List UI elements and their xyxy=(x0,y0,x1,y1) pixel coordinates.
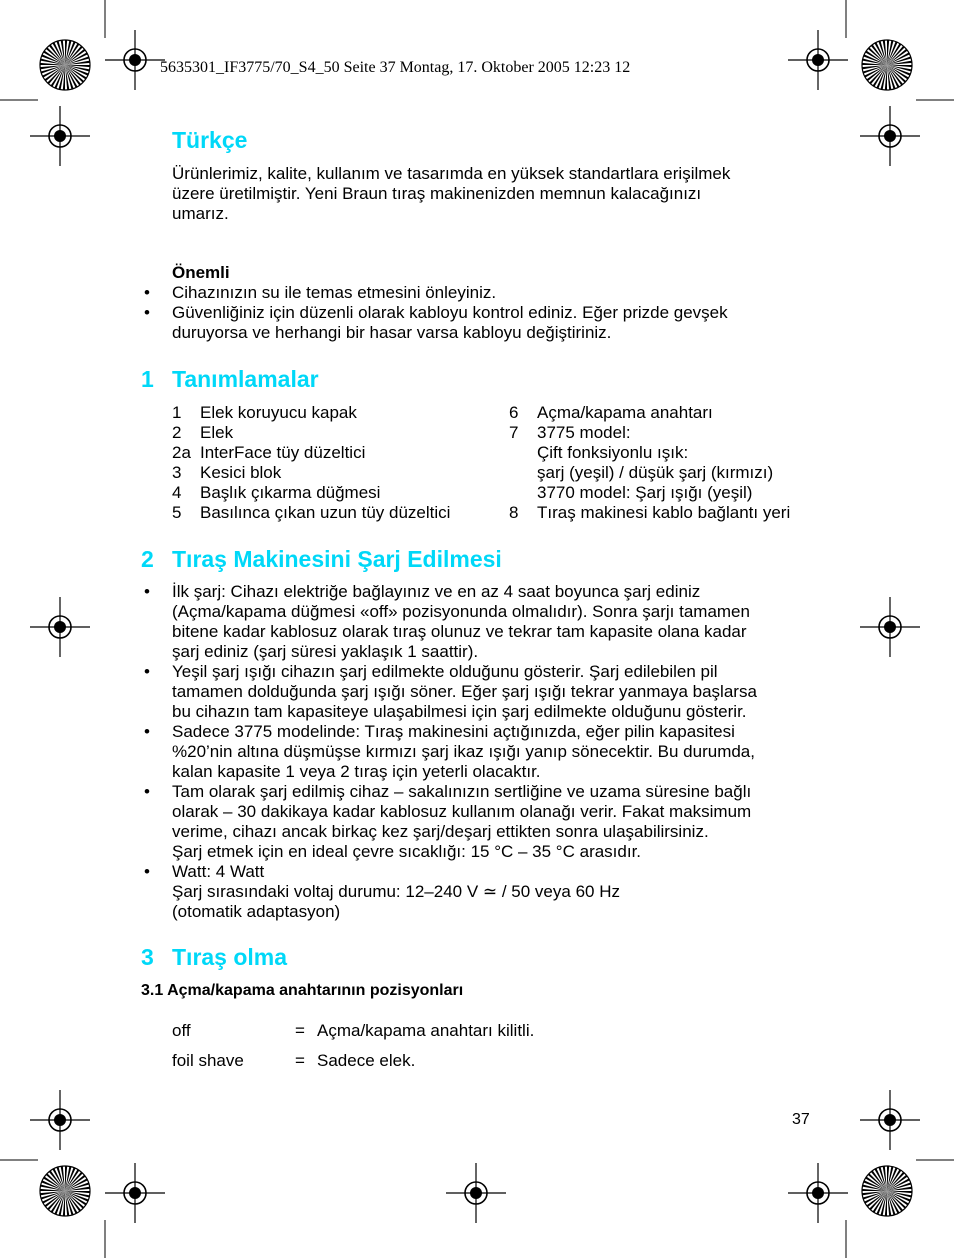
registration-mark-icon xyxy=(30,597,90,657)
registration-mark-icon xyxy=(860,1090,920,1150)
registration-mark-icon xyxy=(788,30,848,90)
registration-mark-icon xyxy=(105,30,165,90)
bullet-item: • Watt: 4 Watt Şarj sırasındaki voltaj durumu: 12–240 V ≃ / 50 veya 60 Hz (otomatik adaptasyon) xyxy=(172,862,822,922)
bullet-item: • Yeşil şarj ışığı cihazın şarj edilmekte olduğunu gösterir. Şarj edilebilen pil tamamen dolduğunda şarj ışığı söner. Eğer şarj ışığı tekrar yanmaya başlarsa bu cihazın tam kapasiteye ulaşabilmesi için şarj edilmekte olduğunu gösterir. xyxy=(172,662,822,722)
section-3-heading xyxy=(141,944,288,971)
section-title: Tanımlamalar xyxy=(172,366,319,392)
print-slug: 5635301_IF3775/70_S4_50 Seite 37 Montag, 17. Oktober 2005 12:23 12 xyxy=(160,59,631,76)
page-number: 37 xyxy=(792,1111,810,1128)
section-number: 2 xyxy=(141,546,154,572)
starburst-icon xyxy=(862,40,912,90)
list-item: 3770 model: Şarj ışığı (yeşil) xyxy=(537,483,753,502)
language-title: Türkçe xyxy=(172,127,248,153)
intro-line: umarız. xyxy=(172,204,229,223)
starburst-icon xyxy=(862,1166,912,1216)
section-1-heading xyxy=(141,366,319,393)
registration-mark-icon xyxy=(446,1163,506,1223)
starburst-icon xyxy=(40,40,90,90)
list-item: 3 Kesici blok xyxy=(172,463,282,482)
charging-list xyxy=(172,582,822,922)
parts-list-right xyxy=(509,403,829,523)
bullet-item: • Sadece 3775 modelinde: Tıraş makinesini açtığınızda, eğer pilin kapasitesi %20’nin altına düşmüşse kırmızı şarj ikaz ışığı yanıp sönecektir. Bu durumda, kalan kapasite 1 veya 2 tıraş için yeterli olacaktır. xyxy=(172,722,822,782)
list-item: Çift fonksiyonlu ışık: xyxy=(537,443,689,462)
registration-mark-icon xyxy=(860,597,920,657)
registration-mark-icon xyxy=(788,1163,848,1223)
bullet-item: • Güvenliğiniz için düzenli olarak kabloyu kontrol ediniz. Eğer prizde gevşek duruyorsa ve herhangi bir hasar varsa kabloyu değiştiriniz. xyxy=(172,303,822,343)
bullet-item: • Tam olarak şarj edilmiş cihaz – sakalınızın sertliğine ve uzama süresine bağlı olarak – 30 dakikaya kadar kablosuz kullanım olanağı verir. Fakat maksimum verime, cihazı ancak birkaç kez şarj/deşarj ettikten sonra ulaşabilirsiniz. Şarj etmek için en ideal çevre sıcaklığı: 15 °C – 35 °C arasıdır. xyxy=(172,782,822,862)
important-label: Önemli xyxy=(172,263,230,282)
list-item: 6 Açma/kapama anahtarı xyxy=(509,403,713,422)
list-item: şarj (yeşil) / düşük şarj (kırmızı) xyxy=(537,463,774,482)
intro-line: Ürünlerimiz, kalite, kullanım ve tasarımda en yüksek standartlara erişilmek xyxy=(172,164,731,183)
registration-mark-icon xyxy=(30,1090,90,1150)
registration-mark-icon xyxy=(30,106,90,166)
list-item: 8 Tıraş makinesi kablo bağlantı yeri xyxy=(509,503,791,522)
list-item: 2 Elek xyxy=(172,423,234,442)
section-2-heading xyxy=(141,546,502,573)
list-item: 2a InterFace tüy düzeltici xyxy=(172,443,366,462)
section-title: Tıraş olma xyxy=(172,944,288,970)
section-title: Tıraş Makinesini Şarj Edilmesi xyxy=(172,546,502,572)
list-item: 5 Basılınca çıkan uzun tüy düzeltici xyxy=(172,503,451,522)
bullet-item: • İlk şarj: Cihazı elektriğe bağlayınız ve en az 4 saat boyunca şarj ediniz (Açma/kapama düğmesi «off» pozisyonunda olmalıdır). Sonra şarjı tamamen bitene kadar kablosuz olarak tıraş olunuz ve tekrar tam kapasite olana kadar şarj ediniz (şarj süresi yaklaşık 1 saattir). xyxy=(172,582,822,662)
subsection-heading: 3.1 Açma/kapama anahtarının pozisyonları xyxy=(141,982,464,999)
starburst-icon xyxy=(40,1166,90,1216)
list-item: 1 Elek koruyucu kapak xyxy=(172,403,357,422)
list-item: 7 3775 model: xyxy=(509,423,631,442)
registration-mark-icon xyxy=(105,1163,165,1223)
registration-mark-icon xyxy=(860,106,920,166)
list-item: 4 Başlık çıkarma düğmesi xyxy=(172,483,381,502)
section-number: 3 xyxy=(141,944,154,970)
bullet-item: • Cihazınızın su ile temas etmesini önleyiniz. xyxy=(172,283,822,303)
intro-paragraph xyxy=(172,164,812,224)
important-list xyxy=(172,283,822,343)
intro-line: üzere üretilmiştir. Yeni Braun tıraş makinenizden memnun kalacağınızı xyxy=(172,184,702,203)
section-number: 1 xyxy=(141,366,154,392)
parts-list-left xyxy=(172,403,502,523)
